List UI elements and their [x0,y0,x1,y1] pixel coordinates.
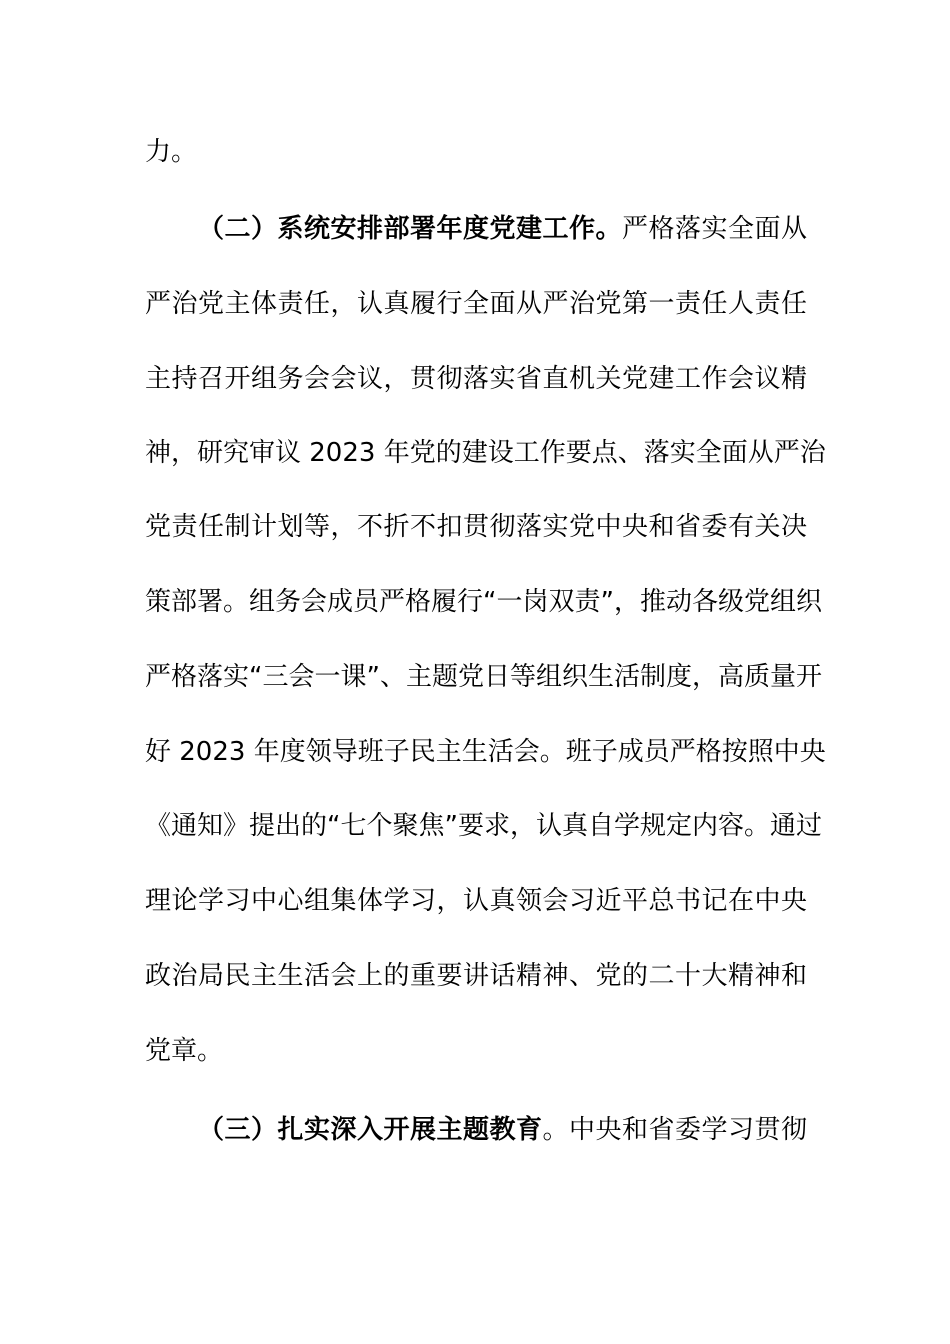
line-text: 主持召开组务会会议，贯彻落实省直机关党建工作会议精 [145,364,807,394]
line-text: 。中央和省委学习贯彻 [542,1115,807,1145]
line-text: 《通知》提出的“七个聚焦”要求，认真自学规定内容。通过 [145,811,822,841]
line-text: 党责任制计划等，不折不扣贯彻落实党中央和省委有关决 [145,512,807,542]
line-text: 严格落实全面从 [621,214,807,244]
line-text: 策部署。组务会成员严格履行“一岗双责”，推动各级党组织 [145,587,822,617]
line-text: 严治党主体责任，认真履行全面从严治党第一责任人责任 [145,289,807,319]
text-line [145,359,807,399]
line-text: 理论学习中心组集体学习，认真领会习近平总书记在中央 [145,886,807,916]
text-line [145,507,807,547]
line-text: 严格落实“三会一课”、主题党日等组织生活制度，高质量开 [145,662,822,692]
text-line [145,582,822,622]
text-line [145,881,807,921]
line-text: 力。 [145,137,198,167]
text-line [145,1031,807,1071]
line-text: 党章。 [145,1036,224,1066]
text-line [145,433,826,473]
text-line [145,806,822,846]
line-text: 好 2023 年度领导班子民主生活会。班子成员严格按照中央 [145,737,826,767]
section-heading-line [198,1110,807,1150]
section-heading-line [198,209,807,249]
section-heading: （三）扎实深入开展主题教育 [198,1115,543,1145]
line-text: 神，研究审议 2023 年党的建设工作要点、落实全面从严治 [145,438,826,468]
text-line [145,132,807,172]
text-line [145,732,826,772]
text-line [145,956,807,996]
text-line [145,284,807,324]
line-text: 政治局民主生活会上的重要讲话精神、党的二十大精神和 [145,961,807,991]
section-heading: （二）系统安排部署年度党建工作。 [198,214,622,244]
text-line [145,657,822,697]
